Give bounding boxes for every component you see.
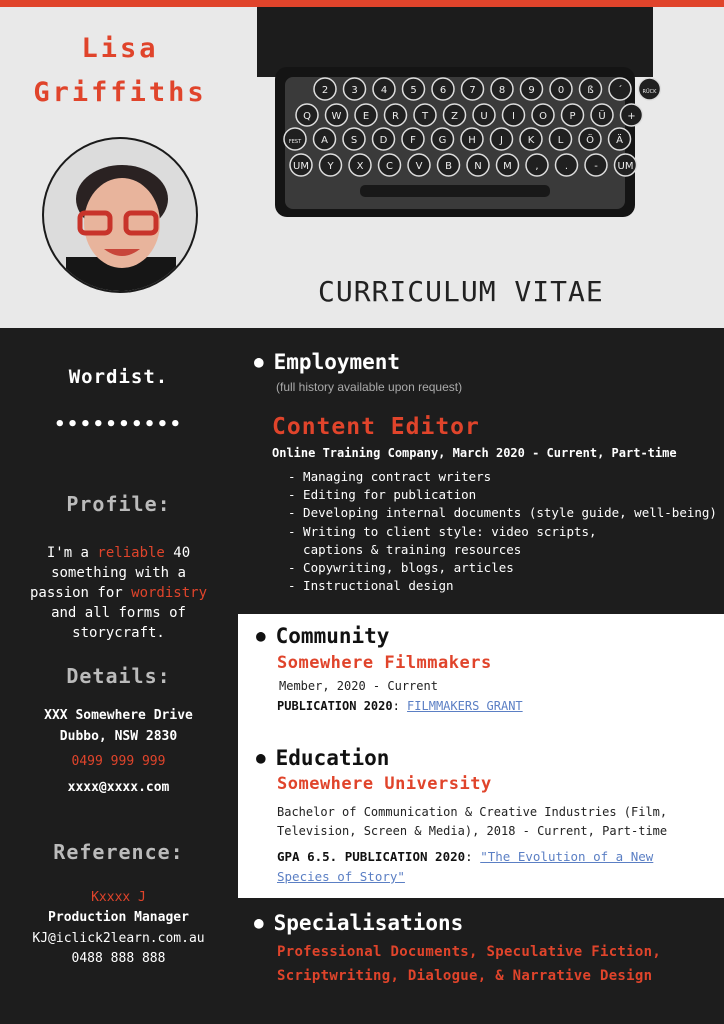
community-publication xyxy=(277,699,523,713)
gpa-label: GPA 6.5. PUBLICATION 2020 xyxy=(277,849,466,864)
typewriter-key-label: + xyxy=(627,111,636,122)
profile-text-part: I'm a xyxy=(46,545,98,561)
duty-item: - Developing internal documents (style guide, well-being) xyxy=(288,505,717,521)
duty-item: - Copywriting, blogs, articles xyxy=(288,560,514,576)
typewriter-key-label: I xyxy=(512,111,515,122)
employment-note: (full history available upon request) xyxy=(276,380,463,394)
community-heading-text: Community xyxy=(275,624,390,648)
publication-link[interactable]: "The Evolution of a New Species of Story" xyxy=(277,849,654,884)
duty-item: - Instructional design xyxy=(288,578,454,594)
duty-item: - Editing for publication xyxy=(288,487,477,503)
community-heading: ● Community xyxy=(256,624,390,648)
profile-text-part: and all forms of storycraft. xyxy=(51,605,186,641)
typewriter-key-label: Z xyxy=(451,111,458,122)
duty-item: - Writing to client style: video scripts, xyxy=(288,523,597,539)
document-title: CURRICULUM VITAE xyxy=(318,275,604,308)
typewriter-key-label: G xyxy=(438,135,447,146)
typewriter-key-label: P xyxy=(569,111,576,122)
typewriter-key-label: N xyxy=(474,161,482,172)
top-accent-bar xyxy=(0,0,724,7)
education-gpa xyxy=(277,847,697,887)
typewriter-key-label: 2 xyxy=(321,85,329,96)
filmmakers-grant-link[interactable]: FILMMAKERS GRANT xyxy=(407,699,523,713)
typewriter-key-label: R xyxy=(392,111,399,122)
reference-title: Production Manager xyxy=(48,910,189,925)
typewriter-key-label: 4 xyxy=(380,85,388,96)
reference-name: Kxxxx J xyxy=(91,890,146,905)
typewriter-key-label: 3 xyxy=(351,85,358,96)
typewriter-key-label: . xyxy=(564,161,569,172)
address-line-2: Dubbo, NSW 2830 xyxy=(59,729,178,744)
typewriter-key-label: A xyxy=(321,135,328,146)
typewriter-key-label: ´ xyxy=(617,85,623,96)
typewriter-key-label: M xyxy=(503,161,512,172)
employment-heading-text: Employment xyxy=(273,350,401,374)
address-line-1: XXX Somewhere Drive xyxy=(44,708,193,723)
education-degree: Bachelor of Communication & Creative Industries (Film, Television, Screen & Media), 2018 - Current, Part-time xyxy=(277,805,668,838)
profile-text-part: 40 something with a passion for xyxy=(29,545,191,601)
tagline: Wordist. xyxy=(68,366,169,388)
typewriter-key-label: U xyxy=(480,111,488,122)
reference-email: KJ@iclick2learn.com.au xyxy=(32,931,205,946)
typewriter-key-label: 8 xyxy=(498,85,506,96)
typewriter-key-label: O xyxy=(539,111,547,122)
first-name: Lisa xyxy=(81,33,159,64)
separator: : xyxy=(392,699,408,713)
job-title: Content Editor xyxy=(272,414,480,440)
profile-accent-wordistry: wordistry xyxy=(131,585,207,601)
duty-item: captions & training resources xyxy=(288,541,522,557)
typewriter-key-label: 7 xyxy=(469,85,476,96)
typewriter-key-label: Q xyxy=(303,111,311,122)
typewriter-key-label: Ä xyxy=(616,135,623,146)
specialisations-heading: ● Specialisations xyxy=(254,911,464,935)
typewriter-key-label: W xyxy=(331,111,342,122)
typewriter-key-label: Y xyxy=(327,161,334,172)
typewriter-key-label: J xyxy=(500,135,503,146)
education-org: Somewhere University xyxy=(277,774,492,794)
header-banner xyxy=(0,7,724,328)
typewriter-key-label: , xyxy=(535,161,539,172)
typewriter-key-label: L xyxy=(557,135,564,146)
separator: : xyxy=(465,849,481,864)
typewriter-key-label: F xyxy=(410,135,416,146)
details-heading: Details: xyxy=(66,664,171,688)
community-pub-label: PUBLICATION 2020 xyxy=(277,699,393,713)
duties-list xyxy=(288,468,717,595)
typewriter-key-label: - xyxy=(594,161,598,172)
job-company-line: Online Training Company, March 2020 - Current, Part-time xyxy=(272,446,677,460)
community-org: Somewhere Filmmakers xyxy=(277,653,492,673)
typewriter-key-label: V xyxy=(415,161,423,172)
typewriter-key-label: UM xyxy=(293,161,309,172)
profile-heading: Profile: xyxy=(66,492,171,516)
community-membership: Member, 2020 - Current xyxy=(279,679,438,693)
typewriter-key-label: E xyxy=(362,111,370,122)
typewriter-key-label: Ü xyxy=(598,111,606,122)
reference-phone: 0488 888 888 xyxy=(71,951,166,966)
typewriter-key-label: 9 xyxy=(528,85,535,96)
typewriter-key-label: 0 xyxy=(557,85,565,96)
typewriter-key-label: Ö xyxy=(586,135,594,146)
last-name: Griffiths xyxy=(33,77,207,108)
typewriter-key-label: K xyxy=(527,135,535,146)
typewriter-key-label: B xyxy=(445,161,452,172)
typewriter-key-label: D xyxy=(379,135,388,146)
profile-text xyxy=(0,543,237,643)
employment-heading: ● Employment xyxy=(254,350,401,374)
phone-number: 0499 999 999 xyxy=(71,754,166,769)
typewriter-key-label: 6 xyxy=(439,85,447,96)
reference-heading: Reference: xyxy=(53,840,184,864)
typewriter-key-label: H xyxy=(468,135,476,146)
typewriter-key-label: ß xyxy=(587,85,594,96)
typewriter-key-label: RÜCK xyxy=(642,89,657,95)
education-heading: ● Education xyxy=(256,746,390,770)
typewriter-key-label: UM xyxy=(617,161,634,172)
typewriter-key-label: S xyxy=(350,135,358,146)
email-address: xxxx@xxxx.com xyxy=(67,780,170,795)
dot-separator: •••••••••• xyxy=(54,414,183,435)
typewriter-image xyxy=(255,7,655,237)
specialisations-text: Professional Documents, Speculative Fiction, Scriptwriting, Dialogue, & Narrative Design xyxy=(277,944,662,984)
typewriter-key-label: X xyxy=(356,161,364,172)
profile-photo xyxy=(30,137,210,293)
typewriter-key-label: FEST xyxy=(288,139,302,145)
typewriter-key-label: C xyxy=(386,161,393,172)
typewriter-key-label: 5 xyxy=(410,85,417,96)
duty-item: - Managing contract writers xyxy=(288,469,492,484)
specialisations-heading-text: Specialisations xyxy=(273,911,464,935)
typewriter-key-label: T xyxy=(421,111,429,122)
profile-accent-reliable: reliable xyxy=(97,545,165,561)
education-heading-text: Education xyxy=(275,746,390,770)
